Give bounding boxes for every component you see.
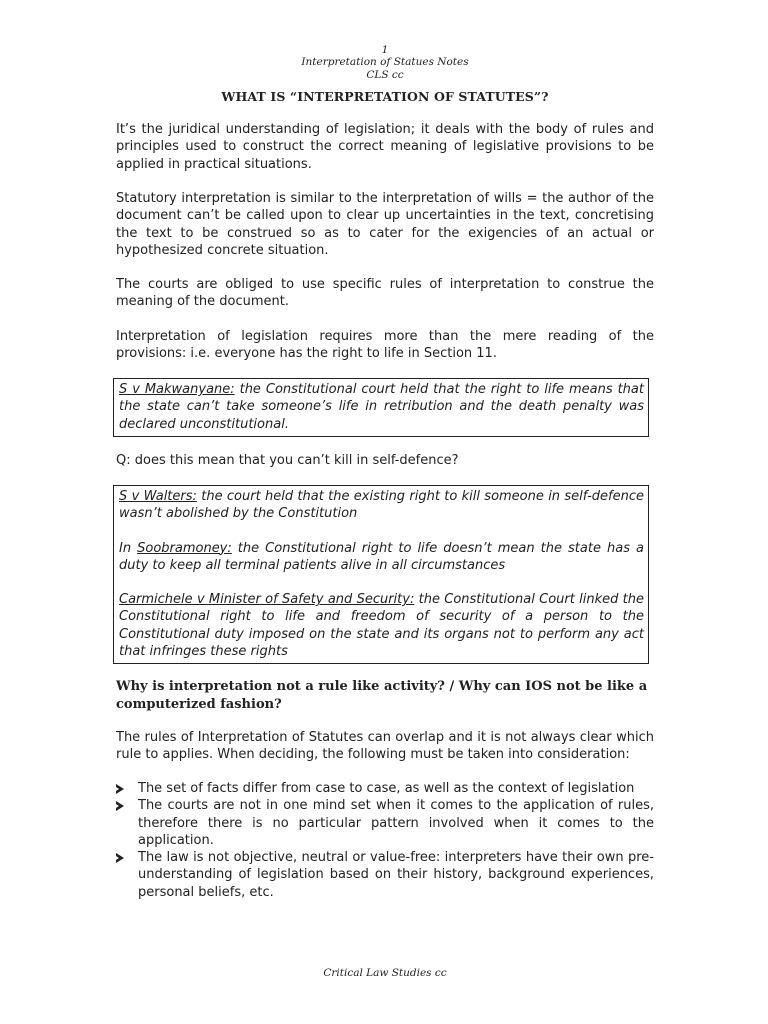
list-item bbox=[116, 797, 654, 849]
case-carmichele bbox=[119, 591, 644, 660]
paragraph-definition: It’s the juridical understanding of legislation; it deals with the body of rules and principles used to construct the correct meaning of legislative provisions to be applied in practical situations. bbox=[116, 122, 654, 172]
list-item-text: The law is not objective, neutral or value-free: interpreters have their own pre-understanding of legislation based on their history, background experiences, personal beliefs, etc. bbox=[138, 850, 654, 900]
case-name-carmichele: Carmichele v Minister of Safety and Security: bbox=[119, 592, 415, 608]
paragraph-reading: Interpretation of legislation requires more than the mere reading of the provisions: i.e. everyone has the right to life in Section 11. bbox=[116, 329, 654, 362]
header-doc-title: Interpretation of Statues Notes bbox=[301, 56, 469, 68]
arrow-bullet-icon bbox=[116, 784, 124, 794]
case-makwanyane bbox=[119, 381, 644, 433]
case-name-makwanyane: S v Makwanyane: bbox=[119, 382, 235, 397]
case-prefix-soobramoney: In bbox=[119, 540, 138, 556]
paragraph-rules: The rules of Interpretation of Statutes can overlap and it is not always clear which rule to applies. When deciding, the following must be taken into consideration: bbox=[116, 730, 654, 763]
case-text-makwanyane: the Constitutional court held that the right to life means that the state can’t take someone’s life in retribution and the death penalty was declared unconstitutional. bbox=[119, 382, 644, 432]
list-item-text: The set of facts differ from case to case, as well as the context of legislation bbox=[138, 781, 635, 796]
case-soobramoney bbox=[119, 540, 644, 575]
case-box-makwanyane bbox=[113, 378, 649, 437]
paragraph-courts: The courts are obliged to use specific rules of interpretation to construe the meaning of the document. bbox=[116, 277, 654, 310]
list-item bbox=[116, 849, 654, 901]
considerations-list bbox=[116, 780, 654, 901]
case-name-soobramoney: Soobramoney: bbox=[137, 540, 232, 556]
page-number: 1 bbox=[381, 44, 389, 56]
page-title: WHAT IS “INTERPRETATION OF STATUTES”? bbox=[221, 89, 549, 104]
case-walters bbox=[119, 488, 644, 523]
case-name-walters: S v Walters: bbox=[119, 489, 197, 504]
document-page bbox=[116, 0, 654, 1024]
section-heading-question: Why is interpretation not a rule like activity? / Why can IOS not be like a computerized fashion? bbox=[116, 679, 648, 712]
arrow-bullet-icon bbox=[116, 853, 124, 863]
case-box-right-to-life bbox=[113, 485, 649, 664]
case-text-walters: the court held that the existing right to kill someone in self-defence wasn’t abolished by the Constitution bbox=[119, 489, 644, 522]
case-text-carmichele: the Constitutional Court linked the Constitutional right to life and freedom of security of a person to the Constitutional duty imposed on the state and its organs not to perform any act that infringes these rights bbox=[119, 592, 644, 660]
page-footer: Critical Law Studies cc bbox=[323, 967, 447, 979]
header-org: CLS cc bbox=[366, 69, 404, 81]
case-text-soobramoney: the Constitutional right to life doesn’t mean the state has a duty to keep all terminal patients alive in all circumstances bbox=[119, 540, 644, 573]
paragraph-wills: Statutory interpretation is similar to the interpretation of wills = the author of the document can’t be called upon to clear up uncertainties in the text, concretising the text to be construed so as to cater for the exigencies of an actual or hypothesized concrete situation. bbox=[116, 191, 654, 258]
arrow-bullet-icon bbox=[116, 801, 124, 811]
list-item bbox=[116, 780, 654, 797]
question-self-defence: Q: does this mean that you can’t kill in self-defence? bbox=[116, 453, 459, 468]
list-item-text: The courts are not in one mind set when it comes to the application of rules, therefore there is no particular pattern involved when it comes to the application. bbox=[138, 798, 654, 848]
